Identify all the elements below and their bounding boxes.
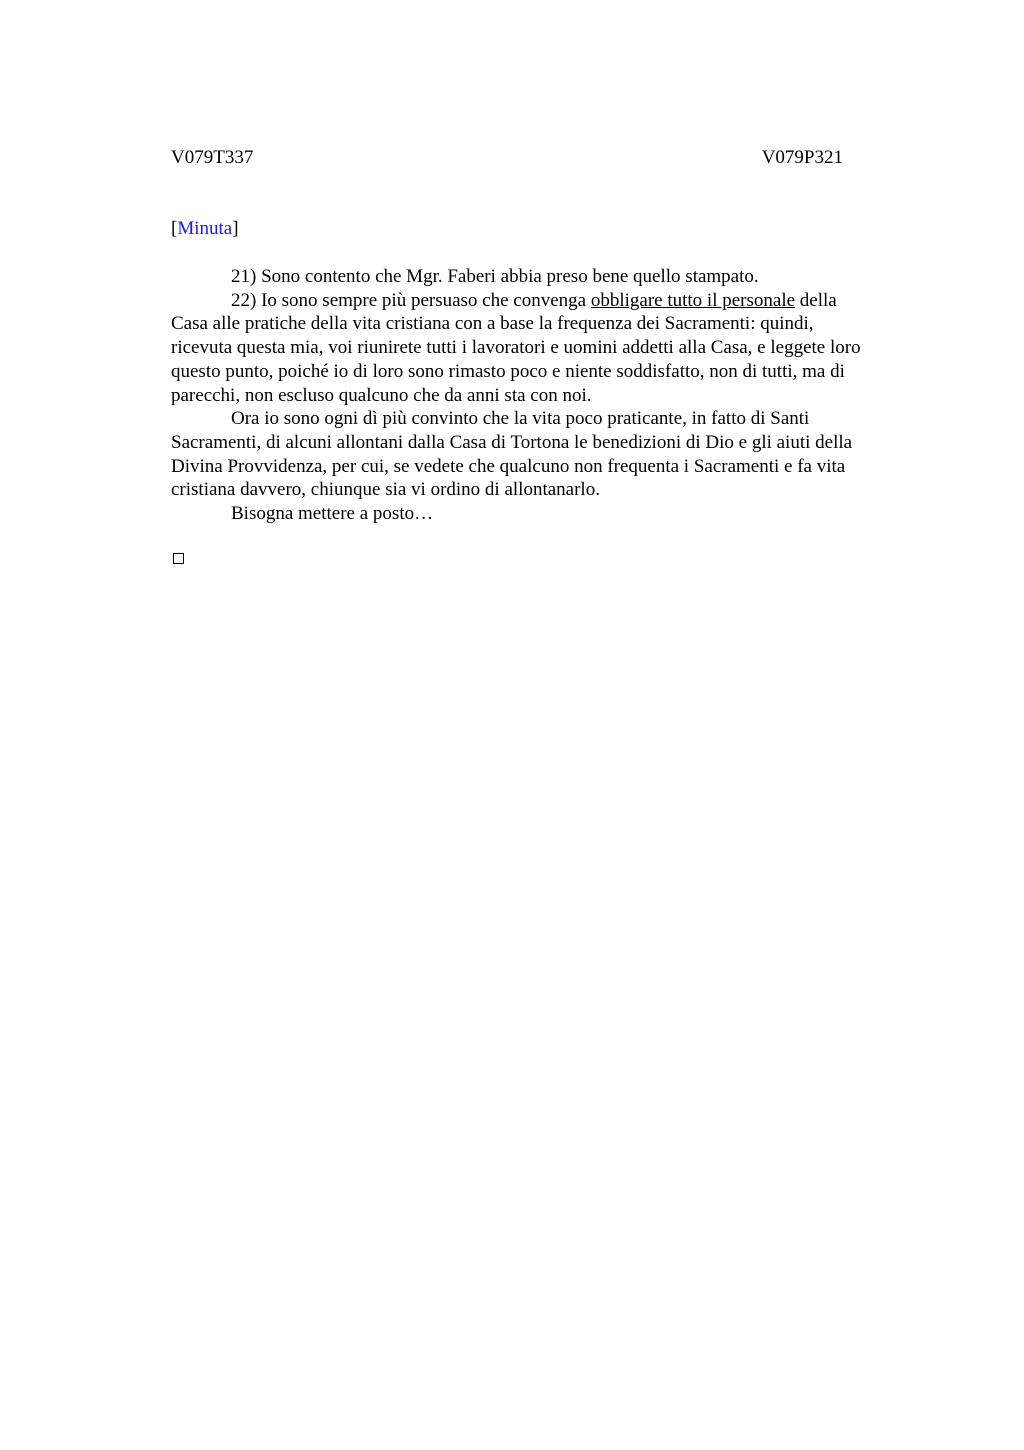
paragraph-22-text-start: 22) Io sono sempre più persuaso che convenga (231, 289, 591, 311)
page-header (171, 146, 843, 170)
draft-label-text: Minuta (177, 218, 233, 239)
volume-page-code: V079P321 (761, 147, 843, 168)
paragraph-23-line-3: Divina Provvidenza, per cui, se vedete che qualcuno non frequenta i Sacramenti e fa vita (171, 455, 846, 477)
paragraph-22-line-1 (171, 289, 931, 313)
volume-text-code: V079T337 (171, 147, 254, 168)
paragraph-23-line-4: cristiana davvero, chiunque sia vi ordino di allontanarlo. (171, 479, 600, 501)
draft-open-bracket: [ (171, 218, 178, 239)
paragraph-22-line-2: Casa alle pratiche della vita cristiana con a base la frequenza dei Sacramenti: quindi, (171, 313, 814, 335)
underlined-phrase: obbligare tutto il personale (590, 289, 796, 311)
letter-body (171, 265, 931, 526)
paragraph-22-line-3: ricevuta questa mia, voi riunirete tutti i lavoratori e uomini addetti alla Casa, e leggete loro (171, 337, 861, 359)
draft-close-bracket: ] (232, 218, 239, 239)
paragraph-22-text-end: della (795, 289, 837, 311)
paragraph-24: Bisogna mettere a posto… (231, 503, 434, 525)
paragraph-21: 21) Sono contento che Mgr. Faberi abbia preso bene quello stampato. (231, 266, 759, 287)
paragraph-22-line-5: parecchi, non escluso qualcuno che da anni sta con noi. (171, 384, 592, 406)
draft-label (171, 217, 239, 241)
paragraph-23-line-1: Ora io sono ogni dì più convinto che la vita poco praticante, in fatto di Santi (231, 408, 810, 430)
paragraph-23-line-2: Sacramenti, di alcuni allontani dalla Casa di Tortona le benedizioni di Dio e gli aiuti della (171, 431, 853, 453)
square-outline-icon (173, 553, 184, 564)
paragraph-22-line-4: questo punto, poiché io di loro sono rimasto poco e niente soddisfatto, non di tutti, ma di (171, 360, 845, 382)
